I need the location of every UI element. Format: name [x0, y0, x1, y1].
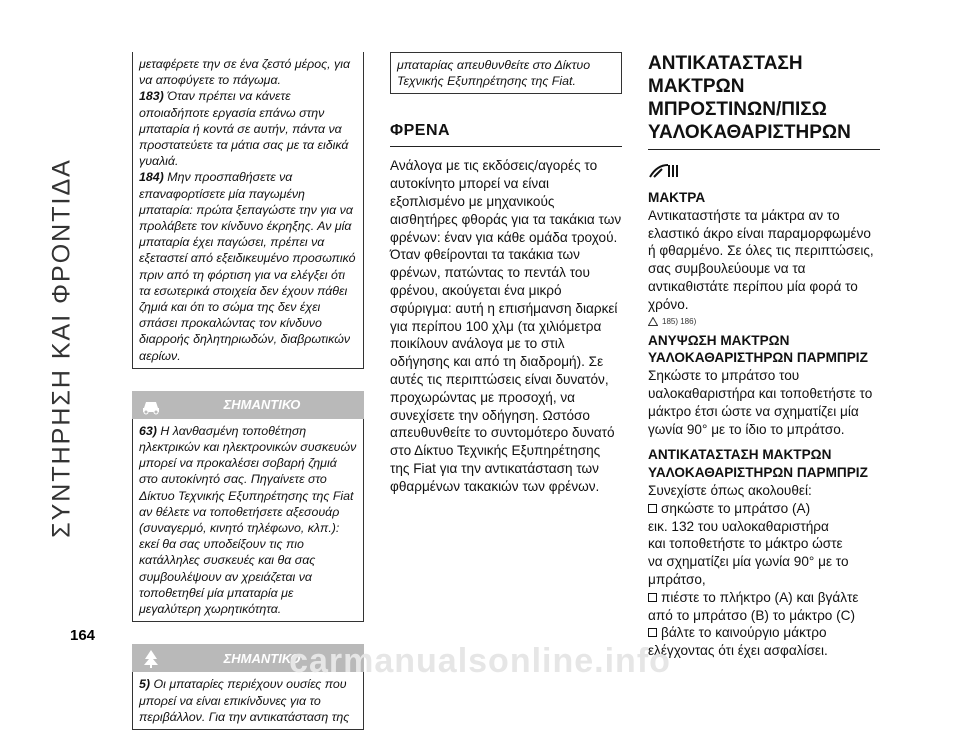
car-warning-icon — [140, 395, 162, 415]
lifting-body-text: Σηκώστε το μπράτσο του υαλοκαθαριστήρα και τοποθετήστε το μάκτρο έτσι ώστε να σχηματίζει μία γωνία 90° με το ίδιο το μπράτσο. — [648, 368, 873, 437]
note-header-label: ΣΗΜΑΝΤΙΚΟ — [223, 397, 301, 413]
note-box-continued — [390, 52, 622, 94]
warning-paragraph: μεταφέρετε την σε ένα ζεστό μέρος, για να αποφύγετε το πάγωμα. — [139, 57, 351, 88]
step-line: και τοποθετήστε το μάκτρο ώστε — [648, 536, 843, 552]
note-box — [132, 419, 364, 622]
warning-triangle-icon — [648, 317, 658, 326]
checkbox-bullet-icon — [648, 628, 657, 637]
brakes-body-text: Ανάλογα με τις εκδόσεις/αγορές το αυτοκίνητο μπορεί να είναι εξοπλισμένο με μηχανικούς αισθητήρες φθοράς για τα τακάκια των φρένων: έναν για κάθε ομάδα τροχού. Όταν φθείρονται τα τακάκια των φρένων, πατώντας το πεντάλ του φρένου, ακούγεται ένα μικρό σφύριγμα: αυτή η επισήμανση διαρκεί για περίπου 100 χλμ (τα χιλιόμετρα ποικίλουν ανάλογα με το στιλ οδήγησης και από τη διαδρομή). Σε αυτές τις περιπτώσεις είναι δυνατόν, προχωρώντας με προσοχή, να συνεχίσετε την οδήγηση. Ωστόσο απευθυνθείτε το συντομότερο δυνατό στο Δίκτυο Τεχνικής Εξυπηρέτησης της Fiat για την αντικατάσταση των φθαρμένων τακακιών των φρένων. — [390, 158, 622, 494]
wiper-symbol-icon — [648, 162, 682, 180]
warning-paragraph: 184) Μην προσπαθήσετε να επαναφορτίσετε μία παγωμένη μπαταρία: πρώτα ξεπαγώστε την για να προλάβετε τον κίνδυνο έκρηξης. Αν μία μπαταρία έχει παγώσει, πρέπει να εξεταστεί από εξειδικευμένο προσωπικό πριν από τη φόρτιση για να ελέγξει ότι τα εσωτερικά στοιχεία δεν έχουν πάθει ζημιά και ότι το σώμα της δεν έχει σπάσει προκαλώντας τον κίνδυνο διαρροής δηλητηριωδών, διαβρωτικών αερίων. — [139, 170, 356, 363]
column-3 — [648, 52, 880, 660]
watermark: carmanualsonline.info — [289, 642, 671, 680]
step-line: σηκώστε το μπράτσο (A) — [648, 500, 880, 518]
subheading-blades: ΜΑΚΤΡΑ — [648, 190, 706, 205]
step-line: μπράτσο, — [648, 571, 706, 587]
replacing-intro: Συνεχίστε όπως ακολουθεί: — [648, 482, 812, 498]
note-paragraph: μπαταρίας απευθυνθείτε στο Δίκτυο Τεχνικής Εξυπηρέτησης της Fiat. — [397, 58, 591, 89]
step-line: ελέγχοντας ότι έχει ασφαλίσει. — [648, 643, 828, 659]
subheading-replacing: ΑΝΤΙΚΑΤΑΣΤΑΣΗ ΜΑΚΤΡΩΝ ΥΑΛΟΚΑΘΑΡΙΣΤΗΡΩΝ ΠΑΡΜΠΡΙΖ — [648, 447, 868, 481]
section-title-wiper-blades — [648, 52, 880, 150]
step-line: εικ. 132 του υαλοκαθαριστήρα — [648, 518, 829, 534]
blades-body-text: Αντικαταστήστε τα μάκτρα αν το ελαστικό άκρο είναι παραμορφωμένο ή φθαρμένο. Σε όλες τις περιπτώσεις, σας συμβουλεύουμε να τα αντικαθιστάτε περίπου μία φορά το χρόνο. — [648, 207, 874, 312]
checkbox-bullet-icon — [648, 593, 657, 602]
checkbox-bullet-icon — [648, 504, 657, 513]
step-line: πιέστε το πλήκτρο (A) και βγάλτε — [648, 589, 880, 607]
note-header-important — [132, 391, 364, 419]
warning-references — [648, 317, 880, 326]
title-line: ΥΑΛΟΚΑΘΑΡΙΣΤΗΡΩΝ — [648, 122, 851, 143]
note-header-label: ΣΗΜΑΝΤΙΚΟ — [223, 650, 301, 666]
subheading-lifting: ΑΝΥΨΩΣΗ ΜΑΚΤΡΩΝ ΥΑΛΟΚΑΘΑΡΙΣΤΗΡΩΝ ΠΑΡΜΠΡΙΖ — [648, 332, 868, 366]
step-line: να σχηματίζει μία γωνία 90° με το — [648, 554, 849, 570]
reference-numbers: 185) 186) — [662, 316, 697, 326]
page-number: 164 — [70, 627, 96, 644]
title-line: ΜΠΡΟΣΤΙΝΩΝ/ΠΙΣΩ — [648, 99, 827, 120]
title-line: ΑΝΤΙΚΑΤΑΣΤΑΣΗ ΜΑΚΤΡΩΝ — [648, 53, 803, 97]
side-chapter-title: ΣΥΝΤΗΡΗΣΗ ΚΑΙ ΦΡΟΝΤΙΔΑ — [47, 158, 76, 538]
section-title-brakes: ΦΡΕΝΑ — [390, 122, 622, 147]
replacing-steps — [648, 500, 880, 660]
step-line: βάλτε το καινούργιο μάκτρο — [648, 624, 880, 642]
note-paragraph: 5) Οι μπαταρίες περιέχουν ουσίες που μπορεί να είναι επικίνδυνες για το περιβάλλον. Για την αντικατάσταση της — [139, 677, 350, 724]
column-1 — [132, 52, 364, 730]
column-2 — [390, 52, 622, 496]
step-line: από το μπράτσο (B) το μάκτρο (C) — [648, 607, 856, 623]
note-paragraph: 63) Η λανθασμένη τοποθέτηση ηλεκτρικών και ηλεκτρονικών συσκευών μπορεί να προκαλέσει σοβαρή ζημιά στο αυτοκίνητό σας. Πηγαίνετε στο Δίκτυο Τεχνικής Εξυπηρέτησης της Fiat αν θέλετε να τοποθετήσετε αξεσουάρ (συναγερμό, κινητό τηλέφωνο, κλπ.): εκεί θα σας υποδείξουν τις πιο κατάλληλες συσκευές και θα σας συμβουλέψουν αν χρειάζεται να τοποθετηθεί μία μπαταρία με μεγαλύτερη χωρητικότητα. — [139, 423, 357, 617]
warning-paragraph: 183) Όταν πρέπει να κάνετε οποιαδήποτε εργασία επάνω στην μπαταρία ή κοντά σε αυτήν, πάντα να προστατεύετε τα μάτια σας με τα ειδικά γυαλιά. — [139, 89, 349, 169]
warning-box-continued — [132, 52, 364, 369]
